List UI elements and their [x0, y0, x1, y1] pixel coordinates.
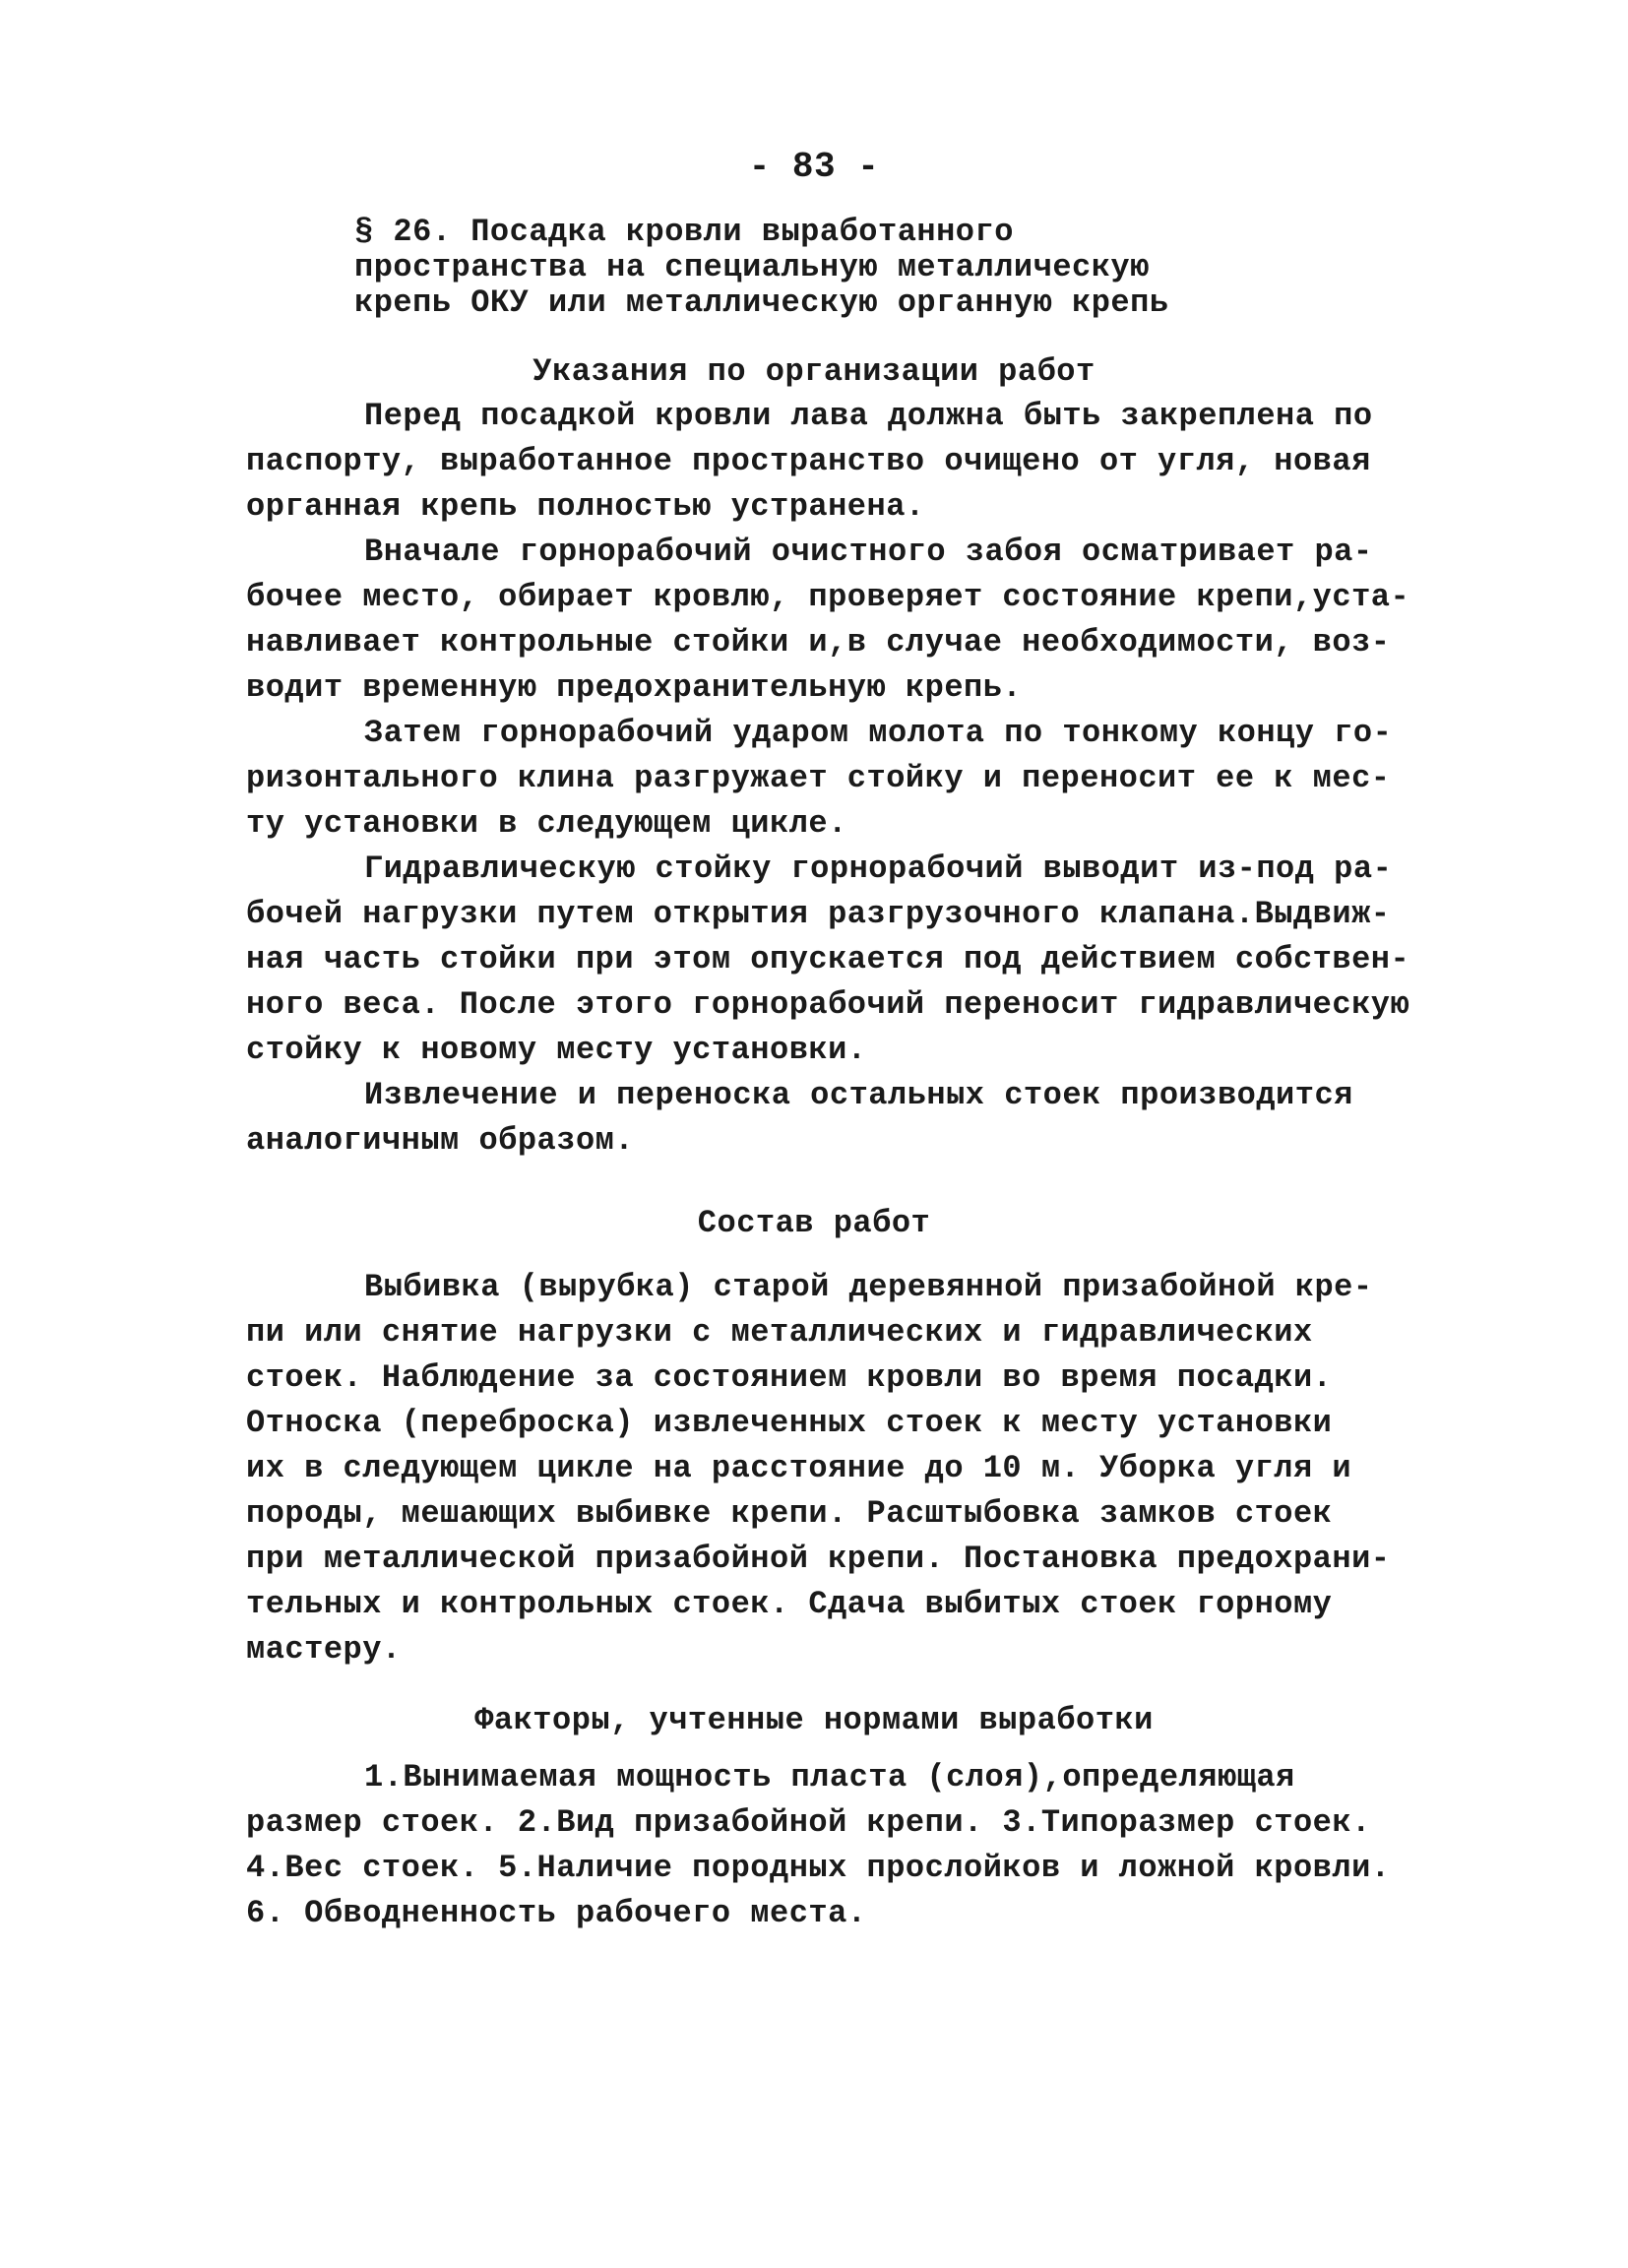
text-line: породы, мешающих выбивке крепи. Расштыбовка замков стоек: [246, 1495, 1333, 1532]
text-line: Относка (переброска) извлеченных стоек к месту установки: [246, 1405, 1333, 1441]
text-line: 6. Обводненность рабочего места.: [246, 1895, 867, 1931]
text-line: Гидравлическую стойку горнорабочий выводит из-под ра-: [364, 850, 1393, 887]
paragraph-factors: [246, 1755, 1408, 1936]
paragraph-composition: [246, 1265, 1408, 1672]
text-line: навливает контрольные стойки и,в случае необходимости, воз-: [246, 624, 1391, 661]
paragraph-organization-1: [246, 394, 1408, 530]
text-line: Выбивка (вырубка) старой деревянной призабойной кре-: [364, 1269, 1373, 1305]
text-line: ная часть стойки при этом опускается под действием собствен-: [246, 941, 1410, 977]
text-line: стойку к новому месту установки.: [246, 1032, 867, 1068]
page-number: - 83 -: [748, 147, 880, 187]
text-line: бочей нагрузки путем открытия разгрузочного клапана.Выдвиж-: [246, 896, 1391, 932]
text-line: ризонтального клина разгружает стойку и переносит ее к мес-: [246, 760, 1391, 796]
heading-composition: Состав работ: [697, 1205, 931, 1241]
text-line: ного веса. После этого горнорабочий переносит гидравлическую: [246, 986, 1410, 1023]
section-title-line: § 26. Посадка кровли выработанного: [354, 214, 1014, 250]
paragraph-organization-4: [246, 847, 1408, 1073]
text-line: пи или снятие нагрузки с металлических и гидравлических: [246, 1314, 1313, 1351]
heading-factors: Факторы, учтенные нормами выработки: [474, 1702, 1154, 1738]
paragraph-organization-5: [246, 1073, 1408, 1164]
text-line: при металлической призабойной крепи. Постановка предохрани-: [246, 1541, 1391, 1577]
text-line: органная крепь полностью устранена.: [246, 488, 925, 525]
text-line: размер стоек. 2.Вид призабойной крепи. 3.Типоразмер стоек.: [246, 1804, 1371, 1841]
text-line: Извлечение и переноска остальных стоек производится: [364, 1077, 1353, 1113]
paragraph-organization-2: [246, 530, 1408, 711]
section-title: [354, 215, 1299, 321]
paragraph-organization-3: [246, 711, 1408, 847]
text-line: 4.Вес стоек. 5.Наличие породных прослойков и ложной кровли.: [246, 1850, 1391, 1886]
text-line: паспорту, выработанное пространство очищено от угля, новая: [246, 443, 1371, 479]
text-line: ту установки в следующем цикле.: [246, 805, 847, 842]
text-line: аналогичным образом.: [246, 1122, 635, 1159]
text-line: стоек. Наблюдение за состоянием кровли во время посадки.: [246, 1359, 1333, 1396]
text-line: Вначале горнорабочий очистного забоя осматривает ра-: [364, 534, 1373, 570]
text-line: Перед посадкой кровли лава должна быть закреплена по: [364, 398, 1373, 434]
heading-organization: Указания по организации работ: [532, 353, 1096, 390]
text-line: тельных и контрольных стоек. Сдача выбитых стоек горному: [246, 1586, 1333, 1622]
section-title-line: крепь ОКУ или металлическую органную крепь: [354, 284, 1169, 321]
text-line: Затем горнорабочий ударом молота по тонкому концу го-: [364, 715, 1393, 751]
text-line: 1.Вынимаемая мощность пласта (слоя),определяющая: [364, 1759, 1295, 1796]
text-line: бочее место, обирает кровлю, проверяет состояние крепи,уста-: [246, 579, 1410, 615]
text-line: водит временную предохранительную крепь.: [246, 669, 1023, 706]
text-line: их в следующем цикле на расстояние до 10 м. Уборка угля и: [246, 1450, 1352, 1486]
text-line: мастеру.: [246, 1631, 402, 1668]
section-title-line: пространства на специальную металлическую: [354, 249, 1150, 285]
